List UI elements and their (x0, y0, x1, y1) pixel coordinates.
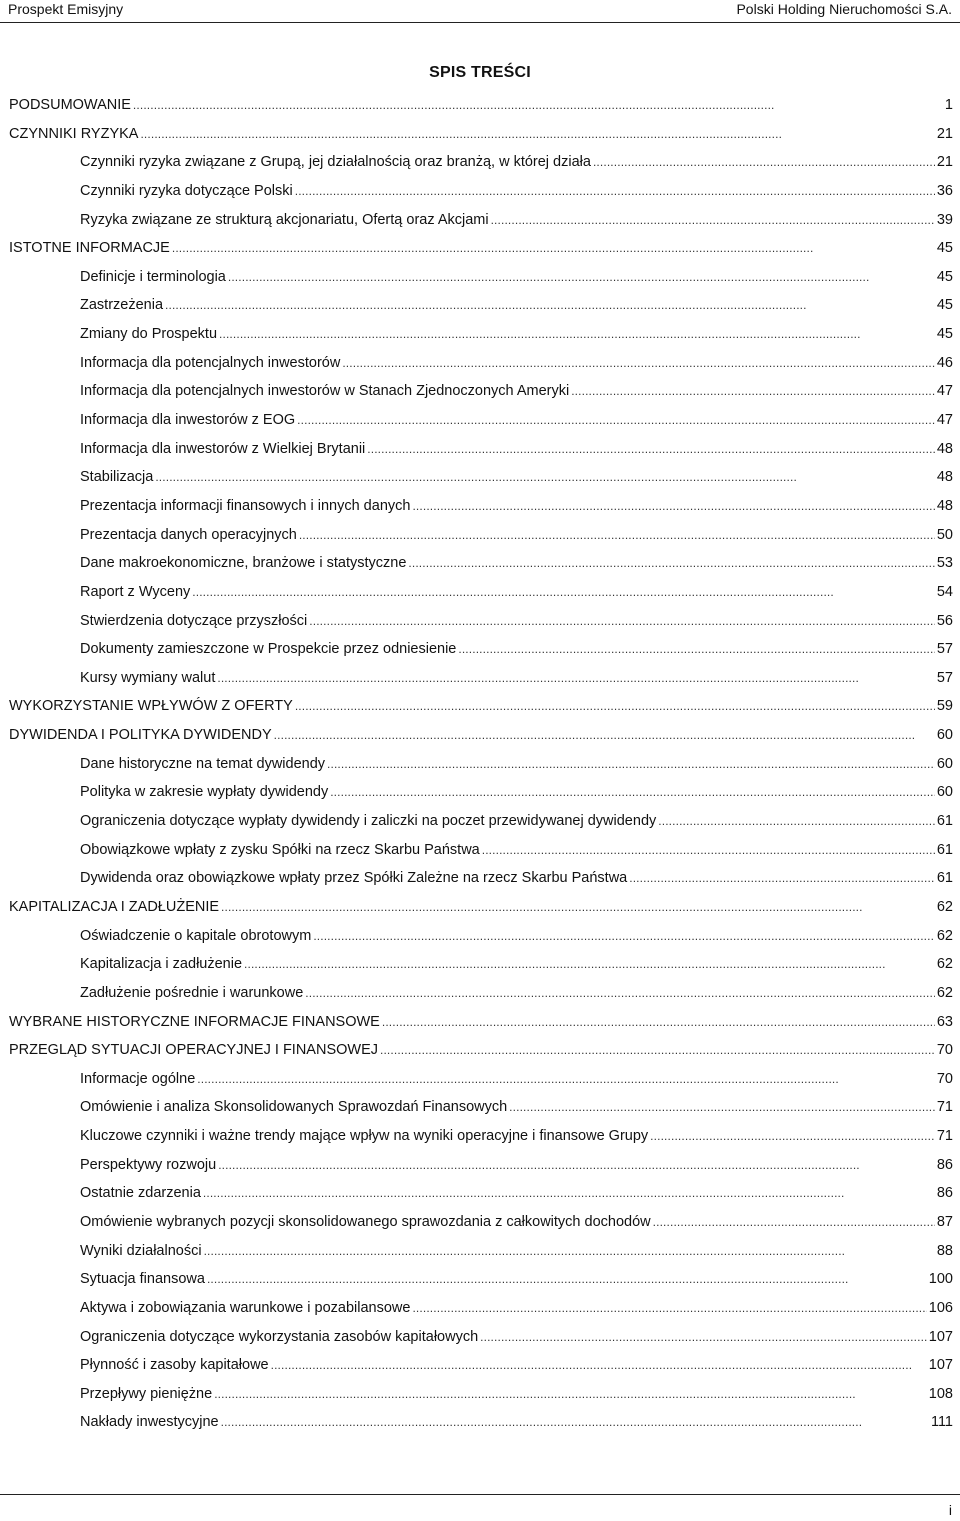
toc-entry-label: Zastrzeżenia (80, 297, 164, 314)
dot-leader (382, 1014, 935, 1030)
toc-entry-label: Informacja dla inwestorów z EOG (80, 412, 296, 429)
toc-entry-page: 71 (936, 1128, 953, 1145)
toc-entry-label: Prezentacja informacji finansowych i innych danych (80, 497, 411, 514)
toc-entry-page: 88 (936, 1242, 953, 1259)
toc-entry[interactable] (9, 1214, 953, 1243)
toc-entry-page: 107 (928, 1328, 953, 1345)
toc-entry-label: Ryzyka związane ze strukturą akcjonariatu, Ofertą oraz Akcjami (80, 211, 489, 228)
toc-entry-label: Przepływy pieniężne (80, 1385, 213, 1402)
dot-leader (571, 383, 935, 399)
toc-entry-page: 86 (936, 1156, 953, 1173)
toc-entry-page: 60 (936, 784, 953, 801)
dot-leader (650, 1128, 935, 1144)
toc-entry-page: 1 (944, 97, 953, 113)
toc-entry-page: 86 (936, 1185, 953, 1202)
toc-entry-label: Kapitalizacja i zadłużenie (80, 956, 243, 973)
toc-entry-label: Informacje ogólne (80, 1070, 196, 1087)
dot-leader (313, 928, 935, 944)
dot-leader (653, 1214, 935, 1230)
toc-entry-label: Definicje i terminologia (80, 268, 226, 285)
table-of-contents (9, 97, 953, 1443)
toc-entry[interactable] (9, 784, 953, 813)
footer-page-number: i (948, 1502, 952, 1518)
toc-entry-page: 45 (936, 240, 953, 257)
toc-entry-label: Omówienie wybranych pozycji skonsolidowanego sprawozdania z całkowitych dochodów (80, 1213, 651, 1230)
dot-leader (327, 756, 935, 772)
dot-leader (295, 183, 935, 199)
dot-leader (271, 1357, 927, 1373)
toc-entry-page: 61 (936, 841, 953, 858)
toc-entry[interactable] (9, 1414, 953, 1443)
toc-entry-page: 111 (930, 1414, 953, 1431)
toc-entry[interactable] (9, 1157, 953, 1186)
toc-entry[interactable] (9, 956, 953, 985)
toc-entry-page: 45 (936, 297, 953, 314)
dot-leader (274, 727, 935, 743)
dot-leader (228, 269, 935, 285)
toc-entry[interactable] (9, 183, 953, 212)
toc-entry[interactable] (9, 412, 953, 441)
toc-entry[interactable] (9, 1014, 953, 1043)
toc-entry[interactable] (9, 698, 953, 727)
toc-entry-page: 36 (936, 182, 953, 199)
toc-entry-page: 21 (936, 154, 953, 171)
dot-leader (192, 584, 935, 600)
toc-entry[interactable] (9, 1329, 953, 1358)
page-title: SPIS TREŚCI (429, 64, 531, 81)
toc-entry-page: 62 (936, 898, 953, 915)
toc-entry-page: 57 (936, 669, 953, 686)
dot-leader (295, 698, 935, 714)
toc-entry-label: Ograniczenia dotyczące wypłaty dywidendy i zaliczki na poczet przewidywanej dywidendy (80, 813, 657, 830)
dot-leader (342, 355, 935, 371)
toc-entry-label: Nakłady inwestycyjne (80, 1414, 219, 1431)
toc-entry-page: 48 (936, 497, 953, 514)
dot-leader (207, 1271, 927, 1287)
toc-entry-page: 70 (936, 1070, 953, 1087)
toc-entry-label: Obowiązkowe wpłaty z zysku Spółki na rzecz Skarbu Państwa (80, 841, 480, 858)
toc-entry-page: 47 (936, 412, 953, 429)
toc-entry[interactable] (9, 1243, 953, 1272)
dot-leader (221, 899, 935, 915)
dot-leader (297, 412, 935, 428)
toc-entry[interactable] (9, 326, 953, 355)
toc-entry[interactable] (9, 584, 953, 613)
toc-entry[interactable] (9, 97, 953, 126)
dot-leader (309, 613, 935, 629)
toc-entry-label: Raport z Wyceny (80, 583, 191, 600)
toc-entry[interactable] (9, 1357, 953, 1386)
toc-entry-page: 59 (936, 698, 953, 715)
dot-leader (482, 842, 935, 858)
toc-entry-label: ISTOTNE INFORMACJE (9, 240, 170, 257)
toc-entry-page: 60 (936, 755, 953, 772)
toc-entry-page: 106 (928, 1299, 953, 1316)
toc-entry-label: KAPITALIZACJA I ZADŁUŻENIE (9, 898, 220, 915)
toc-entry-page: 45 (936, 326, 953, 343)
toc-entry[interactable] (9, 441, 953, 470)
dot-leader (593, 154, 935, 170)
toc-entry-label: Oświadczenie o kapitale obrotowym (80, 927, 312, 944)
toc-entry-page: 39 (936, 211, 953, 228)
toc-entry[interactable] (9, 756, 953, 785)
dot-leader (219, 326, 935, 342)
dot-leader (244, 956, 935, 972)
toc-entry-label: Aktywa i zobowiązania warunkowe i pozabilansowe (80, 1299, 411, 1316)
toc-entry-label: Wyniki działalności (80, 1242, 202, 1259)
toc-entry-page: 54 (936, 583, 953, 600)
toc-entry[interactable] (9, 126, 953, 155)
toc-entry-page: 48 (936, 440, 953, 457)
toc-entry-page: 50 (936, 526, 953, 543)
toc-entry-label: Prezentacja danych operacyjnych (80, 526, 297, 543)
toc-entry-label: DYWIDENDA I POLITYKA DYWIDENDY (9, 727, 272, 744)
toc-entry[interactable] (9, 899, 953, 928)
toc-entry-page: 62 (936, 956, 953, 973)
toc-entry-page: 100 (928, 1271, 953, 1288)
toc-entry[interactable] (9, 813, 953, 842)
toc-entry-page: 61 (936, 813, 953, 830)
toc-entry-label: PRZEGLĄD SYTUACJI OPERACYJNEJ I FINANSOWEJ (9, 1042, 378, 1059)
toc-entry-label: PODSUMOWANIE (9, 97, 131, 113)
toc-entry-page: 87 (936, 1213, 953, 1230)
dot-leader (299, 527, 935, 543)
toc-entry[interactable] (9, 269, 953, 298)
toc-entry[interactable] (9, 383, 953, 412)
toc-entry[interactable] (9, 870, 953, 899)
toc-entry-label: Kursy wymiany walut (80, 669, 216, 686)
toc-entry-label: Stwierdzenia dotyczące przyszłości (80, 612, 308, 629)
dot-leader (629, 870, 935, 886)
document-title: Prospekt Emisyjny (8, 1, 124, 17)
toc-entry[interactable] (9, 212, 953, 241)
toc-entry[interactable] (9, 1128, 953, 1157)
toc-entry-page: 57 (936, 641, 953, 658)
toc-entry-label: WYBRANE HISTORYCZNE INFORMACJE FINANSOWE (9, 1013, 380, 1030)
dot-leader (172, 240, 935, 256)
toc-entry-label: Stabilizacja (80, 469, 154, 486)
toc-entry-label: Informacja dla potencjalnych inwestorów w Stanach Zjednoczonych Ameryki (80, 383, 570, 400)
toc-entry[interactable] (9, 928, 953, 957)
toc-entry-page: 71 (936, 1099, 953, 1116)
toc-entry-label: Sytuacja finansowa (80, 1271, 205, 1288)
dot-leader (221, 1414, 929, 1430)
dot-leader (218, 1157, 935, 1173)
toc-entry-page: 62 (936, 984, 953, 1001)
dot-leader (133, 97, 943, 113)
toc-entry-page: 108 (928, 1385, 953, 1402)
toc-entry-page: 21 (936, 125, 953, 142)
toc-entry-page: 48 (936, 469, 953, 486)
toc-entry[interactable] (9, 1071, 953, 1100)
toc-entry-label: Perspektywy rozwoju (80, 1156, 217, 1173)
toc-entry[interactable] (9, 555, 953, 584)
dot-leader (458, 641, 934, 657)
toc-entry-page: 56 (936, 612, 953, 629)
company-name: Polski Holding Nieruchomości S.A. (736, 1, 952, 17)
toc-entry[interactable] (9, 355, 953, 384)
toc-entry-label: Czynniki ryzyka dotyczące Polski (80, 182, 293, 199)
toc-entry[interactable] (9, 240, 953, 269)
dot-leader (412, 498, 934, 514)
toc-entry-label: Omówienie i analiza Skonsolidowanych Sprawozdań Finansowych (80, 1099, 508, 1116)
toc-entry[interactable] (9, 1185, 953, 1214)
toc-entry-label: Kluczowe czynniki i ważne trendy mające wpływ na wyniki operacyjne i finansowe Grupy (80, 1128, 649, 1145)
toc-entry-label: Płynność i zasoby kapitałowe (80, 1357, 269, 1374)
toc-entry[interactable] (9, 469, 953, 498)
toc-entry[interactable] (9, 297, 953, 326)
toc-entry-label: Czynniki ryzyka związane z Grupą, jej działalnością oraz branżą, w której działa (80, 154, 591, 171)
toc-entry[interactable] (9, 670, 953, 699)
toc-entry[interactable] (9, 1099, 953, 1128)
toc-entry[interactable] (9, 641, 953, 670)
toc-entry-page: 107 (928, 1357, 953, 1374)
toc-entry-label: Dywidenda oraz obowiązkowe wpłaty przez Spółki Zależne na rzecz Skarbu Państwa (80, 870, 628, 887)
toc-entry[interactable] (9, 527, 953, 556)
dot-leader (197, 1071, 935, 1087)
toc-entry-label: Dane historyczne na temat dywidendy (80, 755, 326, 772)
toc-entry-page: 53 (936, 555, 953, 572)
dot-leader (330, 784, 935, 800)
toc-entry-label: Ostatnie zdarzenia (80, 1185, 201, 1202)
toc-entry-page: 62 (936, 927, 953, 944)
toc-entry-page: 45 (936, 268, 953, 285)
dot-leader (412, 1300, 926, 1316)
toc-entry[interactable] (9, 842, 953, 871)
toc-entry-page: 63 (936, 1013, 953, 1030)
toc-entry[interactable] (9, 1042, 953, 1071)
toc-entry[interactable] (9, 1300, 953, 1329)
toc-entry-page: 46 (936, 354, 953, 371)
dot-leader (140, 126, 934, 142)
toc-entry-page: 47 (936, 383, 953, 400)
toc-entry[interactable] (9, 985, 953, 1014)
toc-entry-page: 70 (936, 1042, 953, 1059)
dot-leader (509, 1099, 935, 1115)
dot-leader (165, 297, 935, 313)
dot-leader (305, 985, 935, 1001)
dot-leader (203, 1185, 935, 1201)
dot-leader (204, 1243, 935, 1259)
toc-entry-label: Polityka w zakresie wypłaty dywidendy (80, 784, 329, 801)
toc-entry-page: 60 (936, 727, 953, 744)
toc-entry-label: Informacja dla inwestorów z Wielkiej Brytanii (80, 440, 366, 457)
toc-entry-label: Informacja dla potencjalnych inwestorów (80, 354, 341, 371)
dot-leader (491, 212, 935, 228)
toc-entry[interactable] (9, 613, 953, 642)
toc-entry-label: CZYNNIKI RYZYKA (9, 125, 139, 142)
dot-leader (217, 670, 934, 686)
dot-leader (214, 1386, 927, 1402)
toc-entry[interactable] (9, 1386, 953, 1415)
page-header (0, 0, 960, 23)
toc-entry[interactable] (9, 1271, 953, 1300)
dot-leader (658, 813, 935, 829)
toc-entry-label: Dokumenty zamieszczone w Prospekcie przez odniesienie (80, 641, 457, 658)
footer-divider (0, 1494, 960, 1495)
toc-entry-label: Ograniczenia dotyczące wykorzystania zasobów kapitałowych (80, 1328, 479, 1345)
dot-leader (367, 441, 935, 457)
toc-entry[interactable] (9, 727, 953, 756)
toc-entry-label: Zadłużenie pośrednie i warunkowe (80, 984, 304, 1001)
toc-entry-label: Zmiany do Prospektu (80, 326, 218, 343)
dot-leader (155, 469, 935, 485)
toc-entry-label: WYKORZYSTANIE WPŁYWÓW Z OFERTY (9, 698, 293, 715)
toc-entry-page: 61 (936, 870, 953, 887)
toc-entry[interactable] (9, 498, 953, 527)
toc-entry-label: Dane makroekonomiczne, branżowe i statystyczne (80, 555, 407, 572)
dot-leader (380, 1042, 935, 1058)
dot-leader (480, 1329, 927, 1345)
toc-entry[interactable] (9, 154, 953, 183)
dot-leader (408, 555, 934, 571)
